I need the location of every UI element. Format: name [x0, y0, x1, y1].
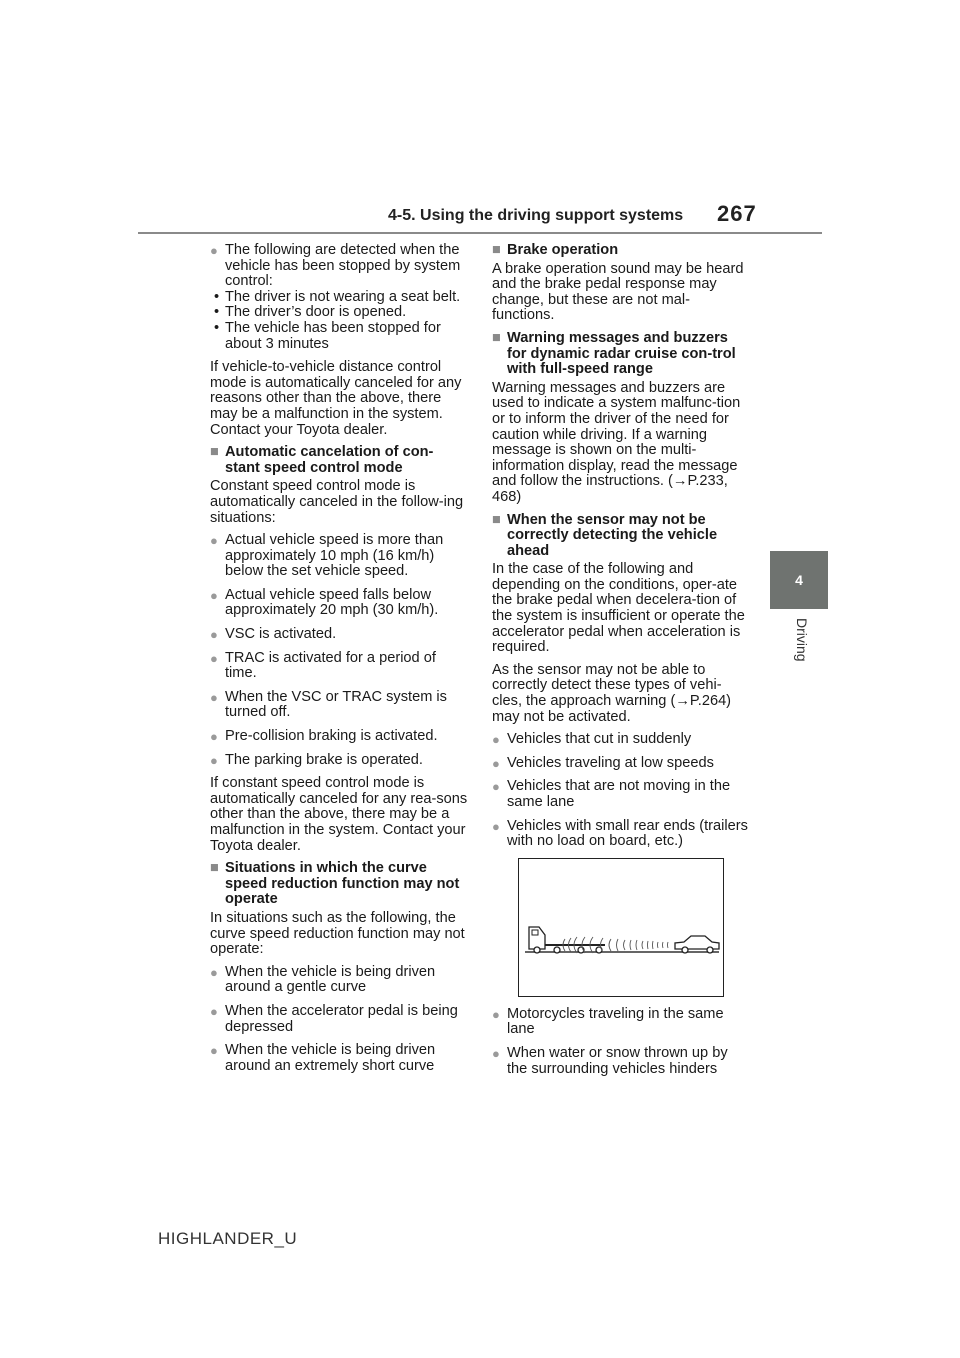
list-item: ● When the VSC or TRAC system is turned off. — [210, 690, 468, 721]
chapter-label: Driving — [794, 618, 810, 662]
paragraph: In situations such as the following, the curve speed reduction function may not operate: — [210, 909, 465, 958]
paragraph: Warning messages and buzzers are used to indicate a system malfunc-tion or to inform the driver of the need for caution while driving. If a warning message is shown on the multi-information display, read the message and follow the instructions. (→P.233, 468) — [492, 379, 741, 505]
list-item: ● Pre-collision braking is activated. — [210, 729, 468, 745]
paragraph: If vehicle-to-vehicle distance control mode is automatically canceled for any reasons other than the above, there may be a malfunction in the system. Contact your Toyota dealer. — [210, 359, 462, 438]
truck-radar-illustration — [519, 859, 723, 996]
page-number: 267 — [717, 201, 757, 226]
section-heading: ■ When the sensor may not be correctly detecting the vehicle ahead — [492, 513, 750, 560]
paragraph: In the case of the following and depending on the conditions, oper-ate the brake pedal when decelera-tion of the system is insufficient or operate the accelerator pedal when acceleration is required. — [492, 561, 745, 656]
section-heading: ■ Situations in which the curve speed reduction function may not operate — [210, 861, 468, 908]
list-item: ● Motorcycles traveling in the same lane — [492, 1007, 750, 1038]
sub-list-item: • The driver’s door is opened. — [210, 305, 468, 321]
right-column — [492, 243, 750, 1085]
sub-list-item: • The driver is not wearing a seat belt. — [210, 290, 468, 306]
vehicle-ahead — [675, 936, 719, 949]
list-item: ● Actual vehicle speed is more than approximately 10 mph (16 km/h) below the set vehicle speed. — [210, 533, 468, 580]
list-item: ● TRAC is activated for a period of time. — [210, 651, 468, 682]
car-wheel — [682, 947, 688, 953]
list-item: ● Vehicles traveling at low speeds — [492, 756, 750, 772]
list-item: ● The following are detected when the vehicle has been stopped by system control: — [210, 243, 468, 290]
list-item: ● When water or snow thrown up by the surrounding vehicles hinders — [492, 1046, 750, 1077]
paragraph: A brake operation sound may be heard and the brake pedal response may change, but these are not mal-functions. — [492, 260, 744, 324]
sub-list-item: • The vehicle has been stopped for about 3 minutes — [210, 321, 468, 352]
paragraph: As the sensor may not be able to correctly detect these types of vehi-cles, the approach warning (→P.264) may not be activated. — [492, 661, 732, 725]
section-title: 4-5. Using the driving support systems — [388, 207, 684, 224]
section-heading: ■ Automatic cancelation of con-stant speed control mode — [210, 445, 468, 476]
list-item: ● The parking brake is operated. — [210, 753, 468, 769]
list-item: ● When the vehicle is being driven around a gentle curve — [210, 965, 468, 996]
car-wheel — [707, 947, 713, 953]
list-item: ● When the accelerator pedal is being depressed — [210, 1004, 468, 1035]
list-item: ● Vehicles with small rear ends (trailers with no load on board, etc.) — [492, 819, 750, 850]
left-column — [210, 243, 468, 1082]
truck-wheel — [554, 947, 560, 953]
manual-id: HIGHLANDER_U — [158, 1229, 298, 1248]
paragraph: Constant speed control mode is automatically canceled in the follow-ing situations: — [210, 478, 464, 526]
list-item: ● Vehicles that are not moving in the same lane — [492, 779, 750, 810]
list-item: ● Actual vehicle speed falls below approximately 20 mph (30 km/h). — [210, 588, 468, 619]
list-item: ● VSC is activated. — [210, 627, 468, 643]
section-heading: ■ Brake operation — [492, 243, 750, 259]
illustration-truck-radar — [518, 858, 724, 997]
truck-wheel — [534, 947, 540, 953]
chapter-tab[interactable]: 4 — [770, 551, 828, 609]
header-divider — [138, 232, 822, 234]
section-heading: ■ Warning messages and buzzers for dynamic radar cruise con-trol with full-speed range — [492, 331, 750, 378]
list-item: ● Vehicles that cut in suddenly — [492, 732, 750, 748]
paragraph: If constant speed control mode is automatically canceled for any rea-sons other than the above, there may be a malfunction in the system. Contact your Toyota dealer. — [210, 775, 468, 854]
list-item: ● When the vehicle is being driven around an extremely short curve — [210, 1043, 468, 1074]
